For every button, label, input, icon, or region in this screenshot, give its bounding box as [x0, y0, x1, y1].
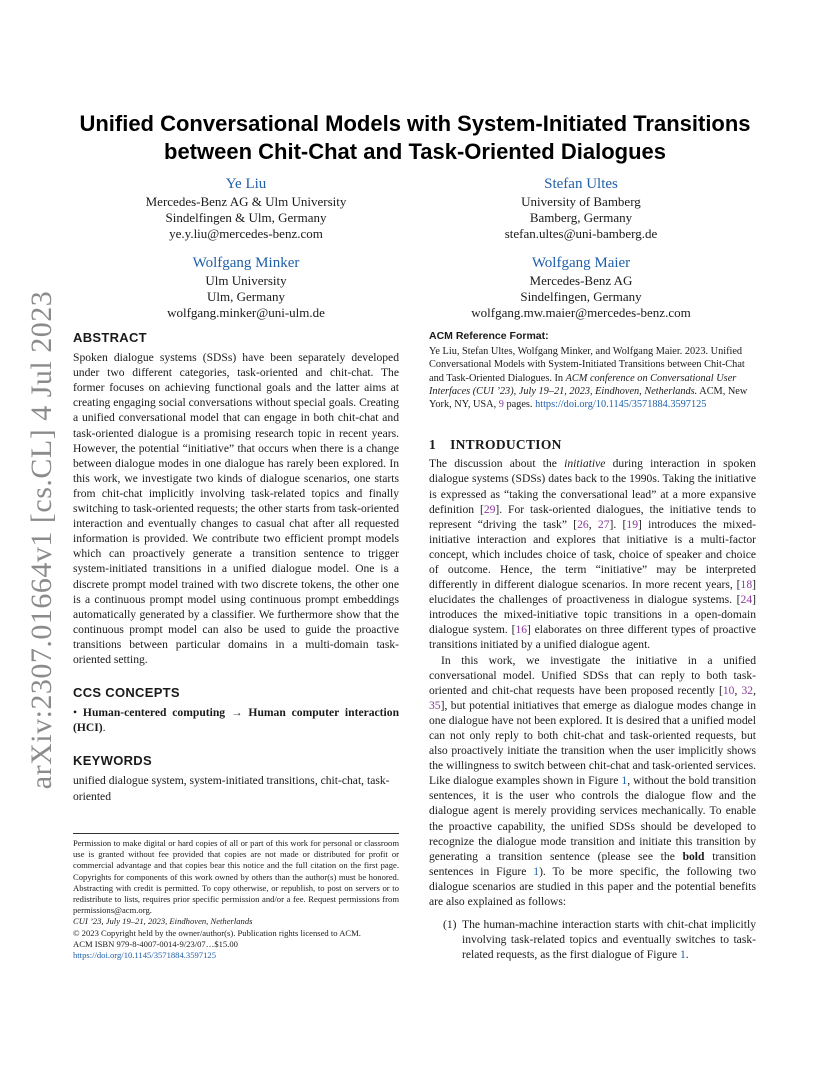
- abstract-text: Spoken dialogue systems (SDSs) have been separately developed under two different categories, task-oriented and chit-chat. The former focuses on achieving functional goals and the latter aims at creating engaging social conversations without special goals. Creating a unified conversational model that can engage in both chit-chat and task-oriented dialogue is a promising research topic in recent years. However, the potential “initiative” that occurs when there is a change between dialogue modes in one dialogue has rarely been explored. In this work, we investigate two kinds of dialogue scenarios, one starts from chit-chat implicitly involving task-related topics and finally switching to task-oriented requests; the other starts from task-oriented interaction and eventually changes to casual chat after all requested information is provided. We contribute two efficient prompt models which can proactively generate a transition sentence to trigger system-initiated transitions in a unified dialogue model. One is a discrete prompt model trained with two discrete tokens, the other one is a continuous prompt model using continuous prompt embeddings automatically generated by a classifier. We furthermore show that the continuous prompt model can also be used to guide the proactive transitions between particular domains in a multi-domain task-oriented setting.: [73, 351, 399, 666]
- keywords-heading: KEYWORDS: [73, 753, 152, 769]
- acm-reference-text: Ye Liu, Stefan Ultes, Wolfgang Minker, and Wolfgang Maier. 2023. Unified Conversational Models with System-Initiated Transitions between Chit-Chat and Task-Oriented Dialogues. In: [429, 346, 745, 384]
- citation-link[interactable]: 32: [741, 683, 754, 697]
- abstract-heading: ABSTRACT: [73, 330, 147, 345]
- title-line-2: between Chit-Chat and Task-Oriented Dialogues: [164, 139, 666, 164]
- copyright-line: © 2023 Copyright held by the owner/author(s). Publication rights licensed to ACM.: [73, 927, 361, 938]
- section-heading: [429, 437, 756, 452]
- text-run: ] elucidates the challenges of proactiveness in dialogue systems. [: [429, 578, 756, 607]
- author-affiliation: University of Bamberg: [521, 194, 641, 209]
- author-location: Sindelfingen, Germany: [520, 289, 642, 304]
- isbn-line: ACM ISBN 979-8-4007-0014-9/23/07…$15.00: [73, 938, 238, 949]
- title-line-1: Unified Conversational Models with System-Initiated Transitions: [79, 111, 751, 136]
- author-location: Ulm, Germany: [207, 289, 285, 304]
- text-run: ,: [753, 683, 756, 697]
- section-number: 1: [429, 437, 437, 453]
- author-name[interactable]: Stefan Ultes: [544, 176, 618, 192]
- text-run: ] elaborates on three different types of proactive transitions initiated by a unified dialogue agent.: [429, 623, 757, 652]
- right-column: [429, 330, 756, 962]
- page-count-link[interactable]: 9: [498, 399, 504, 411]
- author-location: Sindelfingen & Ulm, Germany: [165, 210, 327, 225]
- arrow-icon: →: [230, 706, 243, 720]
- list-item-number: (1): [443, 918, 457, 932]
- acm-reference-text: ACM, New York, NY, USA,: [429, 385, 748, 411]
- ccs-bullet: •: [73, 706, 78, 720]
- keywords-text: unified dialogue system, system-initiated transitions, chit-chat, task-oriented: [73, 774, 390, 803]
- intro-paragraph-2: [429, 653, 756, 910]
- paper-title: [60, 110, 770, 166]
- permission-text: Permission to make digital or hard copies of all or part of this work for personal or classroom use is granted without fee provided that copies are not made or distributed for profit or commercial advantage and that copies bear this notice and the full citation on the first page. Copyrights for components of this work owned by others than the author(s) must be honored. Abstracting with credit is permitted. To copy otherwise, or republish, to post on servers or to redistribute to lists, requires prior specific permission and/or a fee. Request permissions from permissions@acm.org.: [73, 838, 399, 916]
- author-name[interactable]: Wolfgang Minker: [192, 255, 300, 271]
- arxiv-stamp: arXiv:2307.01664v1 [cs.CL] 4 Jul 2023: [25, 290, 58, 790]
- citation-link[interactable]: 27: [597, 517, 610, 531]
- text-run: ], but potential initiatives that emerge as dialogue modes change in one dialogue have not been explored. It is desired that a unified model can not only reply to both chit-chat and task-oriented requests, but also proactively initiate the transition when the user implicitly shows the willingness to switch between chit-chat and task-oriented services. Like dialogue examples shown in Figure: [429, 698, 756, 788]
- text-run: transition sentences in Figure: [429, 849, 756, 878]
- author-email: wolfgang.minker@uni-ulm.de: [167, 305, 325, 320]
- acm-reference-text: pages.: [503, 399, 536, 411]
- figure-link[interactable]: 1: [621, 774, 628, 788]
- text-run: , without the bold transition sentences, it is the user who controls the dialogue flow and the dialogue agent is merely providing services mechanically. To enable the proactive capability, the unified SDSs should be developed to recognize the dialogue mode transition and initiate this transition by generating a transition sentence (please see the: [429, 774, 756, 863]
- text-run: ,: [734, 683, 742, 697]
- citation-link[interactable]: 16: [515, 623, 528, 637]
- author-affiliation: Mercedes-Benz AG: [529, 273, 633, 288]
- text-run: ] introduces the mixed-initiative interaction and explores that initiative is a multi-factor concept, which includes choice of task, choice of speaker and choice of outcome. Hence, the term “initiative” may be interpreted differently in different dialogue scenarios. In more recent years, [: [429, 517, 756, 592]
- text-run: ,: [588, 517, 598, 531]
- author-name[interactable]: Ye Liu: [225, 176, 267, 192]
- text-run: initiative: [564, 457, 606, 471]
- acm-doi-link[interactable]: https://doi.org/10.1145/3571884.3597125: [535, 399, 707, 411]
- text-run: ] introduces the mixed-initiative topic transitions in a open-domain dialogue system. [: [429, 593, 756, 637]
- figure-link[interactable]: 1: [533, 864, 540, 878]
- text-run: ]. [: [609, 517, 627, 531]
- author-email: stefan.ultes@uni-bamberg.de: [504, 226, 658, 241]
- conference-line: CUI ’23, July 19–21, 2023, Eindhoven, Netherlands: [73, 916, 253, 927]
- text-run: The human-machine interaction starts with chit-chat implicitly involving task-related topics and eventually switches to task-related requests, as the first dialogue of Figure: [462, 918, 756, 962]
- author-affiliation: Ulm University: [205, 273, 287, 288]
- citation-link[interactable]: 24: [740, 593, 753, 607]
- acm-reference: [429, 330, 756, 411]
- acm-reference-heading: ACM Reference Format:: [429, 330, 549, 342]
- list-item-text: [462, 917, 756, 962]
- author-block: [431, 175, 731, 242]
- citation-link[interactable]: 35: [429, 698, 441, 712]
- ccs-heading: CCS CONCEPTS: [73, 685, 180, 701]
- author-block: [96, 175, 396, 242]
- footnote-divider: [73, 833, 399, 834]
- citation-link[interactable]: 18: [740, 578, 753, 592]
- section-title: INTRODUCTION: [450, 437, 562, 453]
- text-run: ]. For task-oriented dialogues, the initiative tends to represent “driving the task” [: [429, 502, 757, 531]
- author-location: Bamberg, Germany: [529, 210, 633, 225]
- ccs-item-a: Human-centered computing: [82, 706, 226, 720]
- citation-link[interactable]: 10: [722, 683, 735, 697]
- ccs-end: .: [102, 721, 106, 735]
- doi-link[interactable]: https://doi.org/10.1145/3571884.3597125: [73, 950, 216, 961]
- ccs-item-b: Human computer interaction (HCI): [73, 706, 400, 735]
- figure-link[interactable]: 1: [679, 948, 686, 962]
- author-name[interactable]: Wolfgang Maier: [531, 255, 631, 271]
- author-email: wolfgang.mw.maier@mercedes-benz.com: [471, 305, 691, 320]
- citation-link[interactable]: 29: [483, 502, 496, 516]
- citation-link[interactable]: 19: [626, 517, 638, 531]
- author-block: [431, 254, 731, 321]
- text-run: .: [685, 948, 689, 962]
- author-email: ye.y.liu@mercedes-benz.com: [169, 226, 323, 241]
- permission-block: [73, 838, 399, 961]
- text-run: The discussion about the: [429, 457, 565, 471]
- citation-link[interactable]: 26: [577, 517, 589, 531]
- author-block: [96, 254, 396, 321]
- author-affiliation: Mercedes-Benz AG & Ulm University: [145, 194, 347, 209]
- ccs-concepts: [73, 705, 399, 735]
- text-run: In this work, we investigate the initiative in a unified conversational model. Unified SDSs that can reply to both task-oriented and chit-chat requests have been proposed recently [: [429, 653, 756, 697]
- text-run: ). To be more specific, the following two dialogue scenarios are studied in this paper and the potential benefits are also explained as follows:: [429, 864, 756, 909]
- intro-paragraph-1: [429, 456, 756, 652]
- left-column: [73, 330, 399, 804]
- text-run: bold: [682, 849, 705, 863]
- text-run: during interaction in spoken dialogue systems (SDSs) dates back to the 1990s. Taking the initiative is expressed as “taking the conversational lead” at a more expansive definition [: [429, 457, 756, 516]
- list-item: [429, 917, 756, 962]
- acm-reference-venue: ACM conference on Conversational User Interfaces (CUI ’23), July 19–21, 2023, Eindhoven, Netherlands.: [429, 372, 737, 397]
